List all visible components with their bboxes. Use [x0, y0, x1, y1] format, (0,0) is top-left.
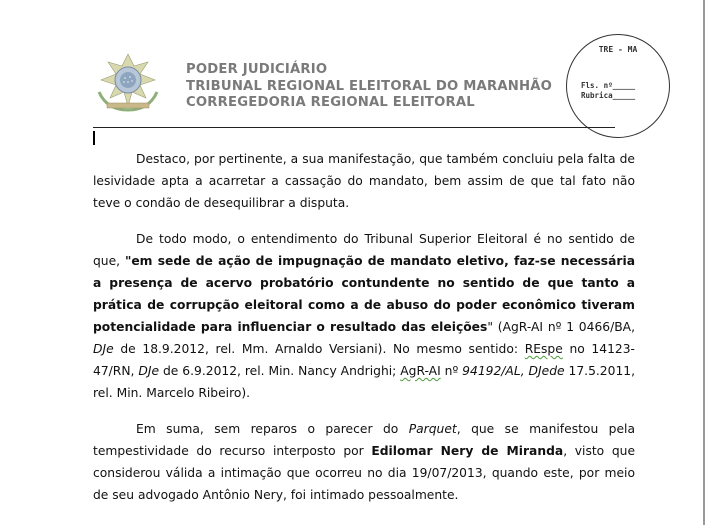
- p2-agr: AgR-AI: [400, 364, 441, 378]
- p3-appellant-name: Edilomar Nery de Miranda: [371, 444, 564, 458]
- p2-text-f: 17.5.2011, rel. Min. Marcelo Ribeiro).: [93, 364, 636, 400]
- p2-text-e: nº: [440, 364, 463, 378]
- header-line-judiciary: PODER JUDICIÁRIO: [186, 62, 328, 77]
- stamp-fls: Fls. nº_____: [581, 81, 636, 90]
- header-line-corregedoria: CORREGEDORIA REGIONAL ELEITORAL: [186, 95, 475, 110]
- header-divider: [93, 127, 615, 128]
- brazil-coat-of-arms-icon: [93, 52, 163, 114]
- page-number-stamp: [566, 34, 670, 138]
- paragraph-1: Destaco, por pertinente, a sua manifestação, que também concluiu pela falta de lesividade apta a acarretar a cassação do mandato, bem assim de que tal fato não teve o condão de desequilibrar a disputa.: [93, 152, 635, 210]
- stamp-title: TRE - MA: [598, 45, 638, 54]
- p2-intro: De todo modo, o entendimento do Tribunal Superior Eleitoral é no sentido de que,: [93, 232, 635, 268]
- p3-parquet: Parquet: [408, 422, 457, 436]
- p2-citation: " (AgR-AI nº 1 0466/BA,: [487, 320, 635, 334]
- header-line-tribunal: TRIBUNAL REGIONAL ELEITORAL DO MARANHÃO: [186, 78, 553, 94]
- p2-text-c: no 14123-47/RN,: [93, 342, 635, 378]
- letterhead: [186, 62, 552, 112]
- p2-dje-1: DJe: [93, 342, 114, 356]
- p2-quote: "em sede de ação de impugnação de mandato eletivo, faz-se necessária a presença de acervo probatório contundente no sentido de que tanto a prática de corrupção eleitoral como a de abuso do poder econômico tiveram potencialidade para influenciar o resultado das eleições: [93, 254, 635, 334]
- p2-dje-2: DJe: [138, 364, 160, 378]
- p3-text-c: , visto que considerou válida a intimação que ocorreu no dia 19/07/2013, quando este, por meio de seu advogado Antônio Nery, foi intimado pessoalmente.: [93, 444, 636, 502]
- p2-text-b: de 18.9.2012, rel. Mm. Arnaldo Versiani). No mesmo sentido:: [113, 342, 525, 356]
- text-cursor: [93, 131, 95, 145]
- document-body[interactable]: [93, 148, 635, 520]
- p3-text-a: Em suma, sem reparos o parecer do: [136, 422, 409, 436]
- stamp-rubrica: Rubrica_____: [581, 91, 636, 100]
- p3-text-b: , que se manifestou pela tempestividade do recurso interposto por: [93, 422, 635, 458]
- paragraph-2: [93, 228, 635, 404]
- p2-respe: REspe: [524, 342, 563, 356]
- p2-num: 94192/AL, DJede: [462, 364, 565, 378]
- paragraph-3: [93, 418, 635, 506]
- p2-text-d: de 6.9.2012, rel. Min. Nancy Andrighi;: [159, 364, 401, 378]
